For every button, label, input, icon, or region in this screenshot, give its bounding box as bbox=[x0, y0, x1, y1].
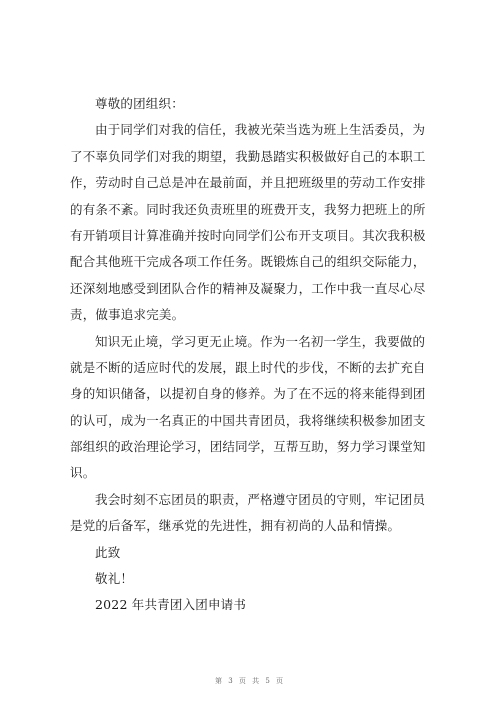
paragraph-line: 了不辜负同学们对我的期望，我勤恳踏实积极做好自己的本职工 bbox=[70, 148, 426, 164]
paragraph-line: 责，做事追求完美。 bbox=[70, 307, 185, 323]
paragraph-line: 就是不断的适应时代的发展，跟上时代的步伐，不断的去扩充自 bbox=[70, 359, 426, 375]
document-body bbox=[70, 91, 426, 619]
paragraph-2 bbox=[70, 329, 426, 487]
paragraph-line: 配合其他班干完成各项工作任务。既锻炼自己的组织交际能力， bbox=[70, 254, 426, 270]
paragraph-line: 由于同学们对我的信任，我被光荣当选为班上生活委员，为 bbox=[95, 122, 426, 138]
paragraph-line: 识。 bbox=[70, 465, 96, 481]
closing-salute: 敬礼！ bbox=[95, 571, 134, 587]
paragraph-3 bbox=[70, 487, 426, 540]
paragraph-line: 知识无止境，学习更无止境。作为一名初一学生，我要做的 bbox=[95, 333, 426, 349]
closing-greeting: 此致 bbox=[95, 544, 121, 560]
paragraph-line: 的认可，成为一名真正的中国共青团员，我将继续积极参加团支 bbox=[70, 412, 426, 428]
document-signature: 2022 年共青团入团申请书 bbox=[95, 597, 247, 613]
paragraph-line: 的有条不紊。同时我还负责班里的班费开支，我努力把班上的所 bbox=[70, 201, 426, 217]
paragraph-1 bbox=[70, 117, 426, 328]
paragraph-line: 身的知识储备，以提初自身的修养。为了在不远的将来能得到团 bbox=[70, 386, 426, 402]
paragraph-line: 有开销项目计算准确并按时向同学们公布开支项目。其次我积极 bbox=[70, 227, 426, 243]
paragraph-line: 部组织的政治理论学习，团结同学，互帮互助，努力学习课堂知 bbox=[70, 439, 426, 455]
paragraph-line: 还深刻地感受到团队合作的精神及凝聚力，工作中我一直尽心尽 bbox=[70, 280, 426, 296]
paragraph-line: 作，劳动时自己总是冲在最前面，并且把班级里的劳动工作安排 bbox=[70, 175, 426, 191]
paragraph-line: 是党的后备军，继承党的先进性，拥有初尚的人品和情操。 bbox=[70, 518, 401, 534]
page-number-footer: 第 3 页 共 5 页 bbox=[214, 677, 286, 685]
paragraph-line: 我会时刻不忘团员的职责，严格遵守团员的守则，牢记团员 bbox=[95, 491, 426, 507]
salutation: 尊敬的团组织： bbox=[95, 96, 184, 111]
